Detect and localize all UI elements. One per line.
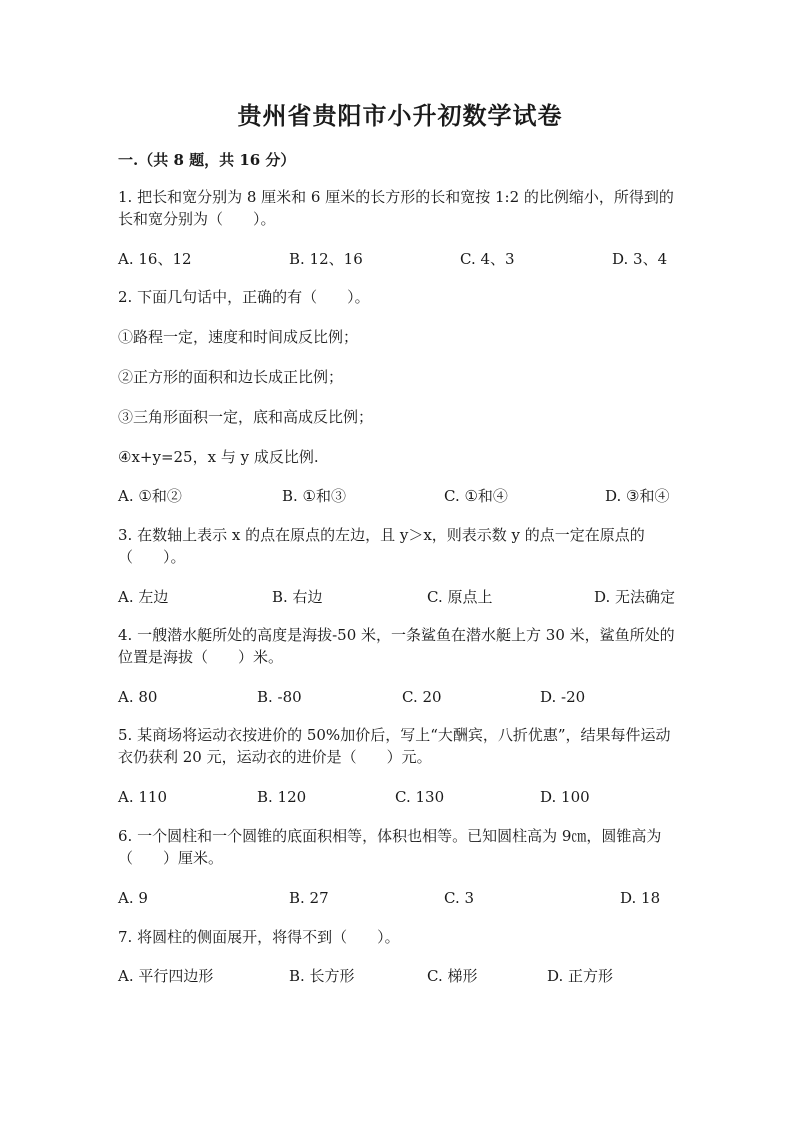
- question-3-option-b: B. 右边: [272, 588, 323, 606]
- question-5-stem: 5. 某商场将运动衣按进价的 50%加价后，写上“大酬宾，八折优惠”，结果每件运动衣仍获利 20 元，运动衣的进价是（ ）元。: [118, 726, 671, 766]
- question-4-option-d: D. -20: [540, 688, 586, 706]
- question-4-option-c: C. 20: [402, 688, 442, 706]
- question-5-option-d: D. 100: [540, 788, 590, 806]
- question-1-option-d: D. 3、4: [612, 250, 668, 268]
- question-5-option-c: C. 130: [395, 788, 445, 806]
- question-1-option-c: C. 4、3: [460, 250, 515, 268]
- question-2-statement-4: ④x+y=25，x 与 y 成反比例.: [118, 448, 319, 466]
- question-1-stem: 1. 把长和宽分别为 8 厘米和 6 厘米的长方形的长和宽按 1:2 的比例缩小，所得到的长和宽分别为（ ）。: [118, 188, 674, 228]
- question-4-stem: 4. 一艘潜水艇所处的高度是海拔-50 米，一条鲨鱼在潜水艇上方 30 米，鲨鱼所处的位置是海拔（ ）米。: [118, 626, 675, 666]
- question-2-option-b: B. ①和③: [282, 487, 347, 505]
- question-3-stem: 3. 在数轴上表示 x 的点在原点的左边，且 y＞x，则表示数 y 的点一定在原点的（ ）。: [118, 526, 645, 566]
- question-3-option-d: D. 无法确定: [594, 588, 676, 606]
- question-6-option-a: A. 9: [118, 889, 148, 907]
- question-2-statement-2: ②正方形的面积和边长成正比例；: [118, 368, 344, 386]
- question-1-option-a: A. 16、12: [118, 250, 192, 268]
- question-6-option-c: C. 3: [444, 889, 475, 907]
- section-heading: 一.（共 8 题，共 16 分）: [118, 151, 296, 169]
- question-2-option-c: C. ①和④: [444, 487, 508, 505]
- question-5-option-a: A. 110: [118, 788, 167, 806]
- question-7-stem: 7. 将圆柱的侧面展开，将得不到（ ）。: [118, 928, 400, 946]
- question-2-option-a: A. ①和②: [118, 487, 182, 505]
- question-4-option-b: B. -80: [257, 688, 302, 706]
- question-6-stem: 6. 一个圆柱和一个圆锥的底面积相等，体积也相等。已知圆柱高为 9㎝，圆锥高为（ ）厘米。: [118, 827, 662, 867]
- question-3-option-a: A. 左边: [118, 588, 169, 606]
- question-5-option-b: B. 120: [257, 788, 307, 806]
- question-7-option-d: D. 正方形: [547, 967, 614, 985]
- question-3-option-c: C. 原点上: [427, 588, 493, 606]
- question-2-option-d: D. ③和④: [605, 487, 670, 505]
- question-2-statement-3: ③三角形面积一定，底和高成反比例；: [118, 408, 374, 426]
- question-4-option-a: A. 80: [118, 688, 158, 706]
- question-2-statement-1: ①路程一定，速度和时间成反比例；: [118, 328, 359, 346]
- question-7-option-b: B. 长方形: [289, 967, 355, 985]
- question-6-option-b: B. 27: [289, 889, 329, 907]
- question-7-option-a: A. 平行四边形: [118, 967, 214, 985]
- exam-title: 贵州省贵阳市小升初数学试卷: [237, 101, 563, 130]
- question-1-option-b: B. 12、16: [289, 250, 363, 268]
- question-6-option-d: D. 18: [620, 889, 661, 907]
- question-2-stem: 2. 下面几句话中，正确的有（ ）。: [118, 288, 370, 306]
- question-7-option-c: C. 梯形: [427, 967, 478, 985]
